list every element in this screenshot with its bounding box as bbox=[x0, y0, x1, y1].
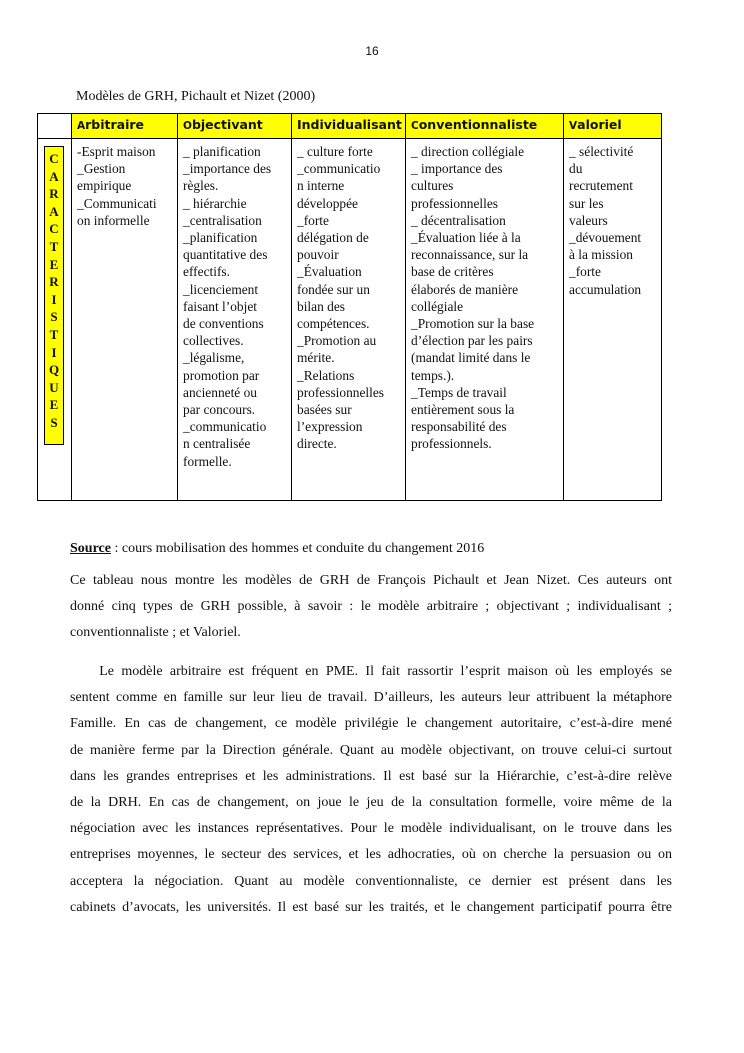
cell-line: _ planification bbox=[183, 144, 261, 159]
cell-line: _Gestion bbox=[77, 161, 126, 177]
vertical-label-letter: C bbox=[49, 151, 59, 166]
paragraph-line: Ce tableau nous montre les modèles de GRH de François Pichault et Jean Nizet. Ces auteurs ont bbox=[70, 573, 672, 588]
cell-line: reconnaissance, sur la bbox=[411, 247, 529, 263]
cell-line: professionnels. bbox=[411, 436, 492, 452]
cell-line: _forte bbox=[297, 212, 329, 228]
cell-line: règles. bbox=[183, 178, 219, 194]
cell-line: _Relations bbox=[297, 367, 355, 383]
cell-line: collectives. bbox=[183, 333, 244, 349]
header-individualisant: Individualisant bbox=[292, 114, 406, 139]
cell-line: _Communicati bbox=[77, 195, 157, 211]
cell-arbitraire bbox=[72, 139, 178, 501]
paragraph-line: acceptera la négociation. Quant au modèle conventionnaliste, ce dernier est présent dans les bbox=[70, 873, 672, 889]
paragraph-line: dans les grandes entreprises et les administrations. Il est basé sur la Hiérarchie, c’est-à-dire relève bbox=[70, 768, 672, 784]
cell-line: cultures bbox=[411, 178, 454, 194]
cell-line: accumulation bbox=[569, 281, 642, 297]
header-arbitraire: Arbitraire bbox=[72, 114, 178, 139]
source-line bbox=[70, 536, 672, 562]
cell-line: valeurs bbox=[569, 212, 608, 228]
cell-line: à la mission bbox=[569, 247, 633, 263]
vertical-label-letter: I bbox=[51, 291, 57, 307]
cell-line: temps.). bbox=[411, 367, 455, 383]
paragraph-line: conventionnaliste ; et Valoriel. bbox=[70, 625, 241, 641]
paragraph-line: Famille. En cas de changement, ce modèle privilégie le changement autoritaire, c’est-à-dire mené bbox=[70, 716, 672, 732]
cell-line: _Promotion au bbox=[297, 333, 377, 349]
cell-line: de conventions bbox=[183, 316, 264, 332]
table-caption: Modèles de GRH, Pichault et Nizet (2000) bbox=[76, 89, 316, 104]
cell-line: _légalisme, bbox=[183, 350, 245, 366]
cell-line: _Temps de travail bbox=[411, 384, 507, 400]
vertical-label-letter: E bbox=[49, 256, 59, 272]
vertical-label-letter: S bbox=[50, 309, 58, 325]
header-conventionnaliste: Conventionnaliste bbox=[406, 114, 564, 139]
cell-line: _dévouement bbox=[569, 230, 642, 246]
cell-line: collégiale bbox=[411, 298, 464, 314]
vertical-label-letter: T bbox=[49, 326, 59, 342]
cell-line: _licenciement bbox=[183, 281, 259, 297]
cell-line: (mandat limité dans le bbox=[411, 350, 531, 366]
paragraph-line: Le modèle arbitraire est fréquent en PME. Il fait rassortir l’esprit maison où les employés se bbox=[70, 664, 672, 679]
cell-line: délégation de bbox=[297, 230, 369, 246]
vertical-label-letter: A bbox=[49, 203, 59, 219]
cell-line: _ hiérarchie bbox=[183, 195, 247, 211]
paragraph-line: de la DRH. En cas de changement, on joue le jeu de la consultation formelle, voire même de la bbox=[70, 794, 672, 810]
paragraph-line: cabinets d’avocats, les universités. Il est basé sur les traités, et le changement participatif pourra être bbox=[70, 899, 672, 915]
cell-line: _centralisation bbox=[183, 212, 262, 228]
cell-line: élaborés de manière bbox=[411, 281, 519, 297]
grh-models-table bbox=[37, 113, 662, 501]
cell-line: développée bbox=[297, 195, 358, 211]
paragraph-line: donné cinq types de GRH possible, à savoir : le modèle arbitraire ; objectivant ; individualisant ; bbox=[70, 599, 672, 615]
header-blank-cell bbox=[38, 114, 72, 139]
paragraph-line: de manière ferme par la Direction générale. Quant au modèle objectivant, on trouve celui-ci surtout bbox=[70, 742, 672, 758]
cell-line: ancienneté ou bbox=[183, 384, 257, 400]
cell-individualisant bbox=[292, 139, 406, 501]
header-valoriel: Valoriel bbox=[564, 114, 662, 139]
paragraph-line: entreprises moyennes, le secteur des services, et les adhocraties, où on cherche la persuasion ou on bbox=[70, 847, 672, 863]
cell-line: l’expression bbox=[297, 419, 363, 435]
vertical-label-letter: U bbox=[49, 379, 59, 395]
row-label-cell bbox=[38, 139, 72, 501]
cell-line: _communicatio bbox=[297, 161, 381, 177]
cell-line: sur les bbox=[569, 195, 604, 211]
cell-line: effectifs. bbox=[183, 264, 230, 280]
cell-line: basées sur bbox=[297, 402, 352, 418]
cell-line: faisant l’objet bbox=[183, 298, 257, 314]
vertical-label-letter: E bbox=[49, 397, 59, 413]
cell-line: _ importance des bbox=[411, 161, 503, 177]
cell-conventionnaliste bbox=[406, 139, 564, 501]
cell-valoriel bbox=[564, 139, 662, 501]
cell-line: _Évaluation liée à la bbox=[411, 230, 521, 246]
page-number: 16 bbox=[365, 44, 379, 58]
cell-line: promotion par bbox=[183, 367, 260, 383]
paragraph-models bbox=[70, 659, 672, 921]
cell-line: _communicatio bbox=[183, 419, 267, 435]
cell-line: entièrement sous la bbox=[411, 402, 515, 418]
cell-line: _ décentralisation bbox=[411, 212, 506, 228]
vertical-label-letter: S bbox=[50, 414, 58, 430]
cell-line: d’élection par les pairs bbox=[411, 333, 533, 349]
cell-line: recrutement bbox=[569, 178, 633, 194]
vertical-label-letter: R bbox=[49, 186, 59, 202]
vertical-label-letter: R bbox=[49, 274, 59, 290]
cell-line: mérite. bbox=[297, 350, 335, 366]
cell-line: _planification bbox=[183, 230, 258, 246]
cell-line: base de critères bbox=[411, 264, 494, 280]
paragraph-intro bbox=[70, 568, 672, 647]
cell-line: bilan des bbox=[297, 298, 345, 314]
cell-line: pouvoir bbox=[297, 247, 339, 263]
cell-line: n interne bbox=[297, 178, 345, 194]
cell-line: _importance des bbox=[183, 161, 272, 177]
cell-line: on informelle bbox=[77, 212, 150, 228]
cell-line: _Promotion sur la base bbox=[411, 316, 535, 332]
cell-line: _forte bbox=[569, 264, 601, 280]
header-objectivant: Objectivant bbox=[178, 114, 292, 139]
vertical-label-letter: Q bbox=[48, 362, 60, 378]
paragraph-line: négociation avec les instances représentatives. Pour le modèle individualisant, on le trouve dans les bbox=[70, 821, 672, 837]
paragraph-line: sentent comme en famille sur leur lieu de travail. D’ailleurs, les auteurs leur attribuent la métaphore bbox=[70, 690, 672, 706]
cell-line: -Esprit maison bbox=[77, 144, 156, 159]
vertical-label-letter: T bbox=[49, 238, 59, 254]
vertical-label-letter: I bbox=[51, 344, 57, 360]
vertical-label-letter: C bbox=[49, 221, 59, 237]
cell-line: professionnelles bbox=[411, 195, 499, 211]
cell-line: directe. bbox=[297, 436, 337, 452]
cell-line: professionnelles bbox=[297, 384, 385, 400]
vertical-label-letter: A bbox=[49, 168, 59, 184]
cell-line: n centralisée bbox=[183, 436, 251, 452]
cell-line: du bbox=[569, 161, 583, 177]
cell-line: empirique bbox=[77, 178, 132, 194]
cell-line: quantitative des bbox=[183, 247, 268, 263]
cell-line: compétences. bbox=[297, 316, 370, 332]
cell-line: formelle. bbox=[183, 453, 232, 469]
cell-line: par concours. bbox=[183, 402, 256, 418]
cell-line: _ culture forte bbox=[297, 144, 373, 159]
caracteristiques-vertical-label bbox=[44, 146, 64, 445]
table-body-row bbox=[38, 139, 662, 501]
cell-line: _Évaluation bbox=[297, 264, 362, 280]
source-label: Source bbox=[70, 541, 111, 556]
source-text: : cours mobilisation des hommes et conduite du changement 2016 bbox=[110, 541, 485, 556]
table-header-row bbox=[38, 114, 662, 139]
cell-line: responsabilité des bbox=[411, 419, 507, 435]
cell-line: fondée sur un bbox=[297, 281, 370, 297]
cell-line: _ sélectivité bbox=[569, 144, 634, 159]
cell-line: _ direction collégiale bbox=[411, 144, 525, 159]
cell-objectivant bbox=[178, 139, 292, 501]
